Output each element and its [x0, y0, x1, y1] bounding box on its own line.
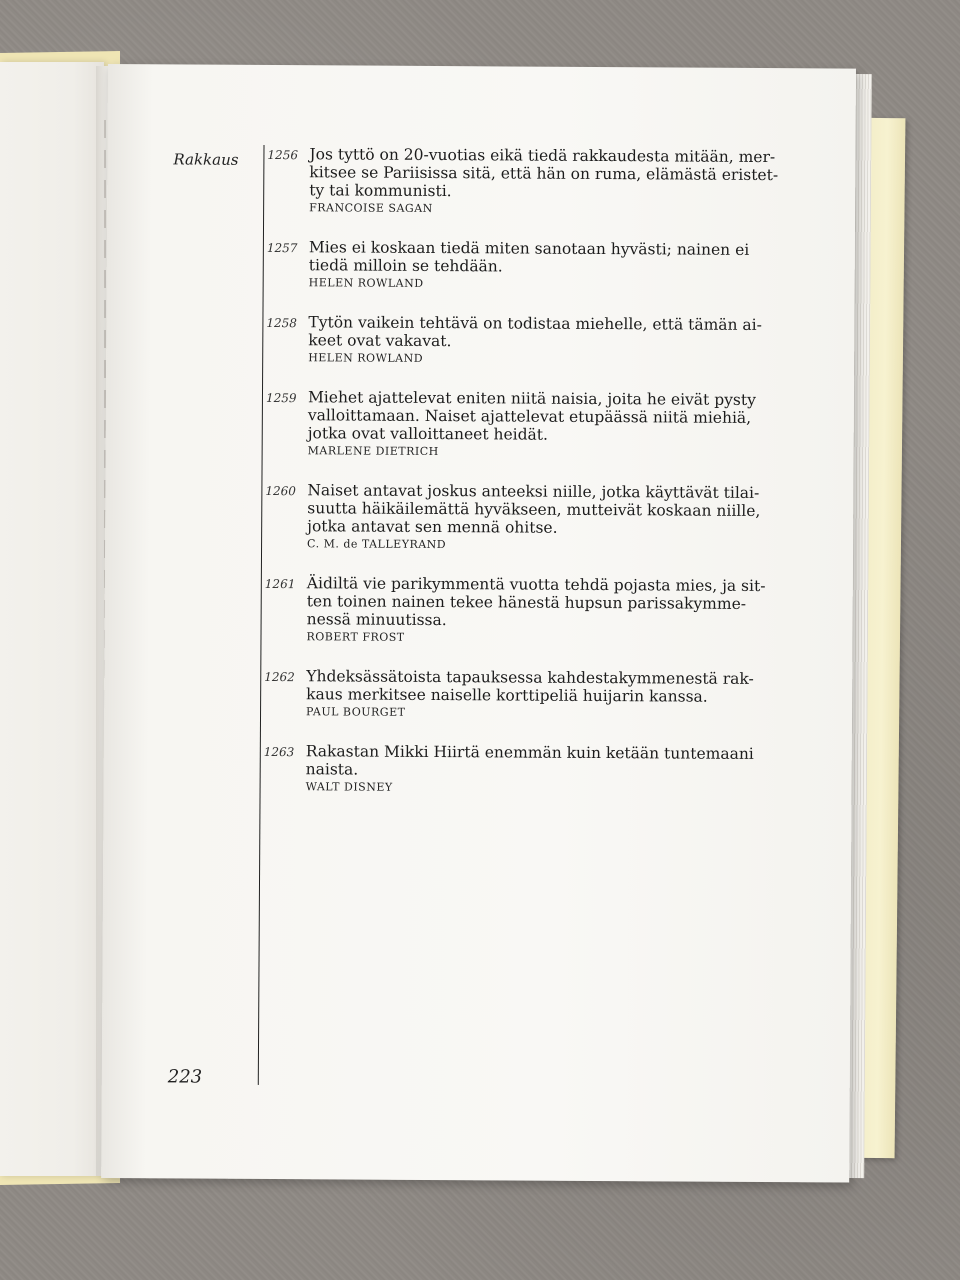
quote-text: Äidiltä vie parikymmentä vuotta tehdä pojasta mies, ja sit- ten toinen nainen tekee hänestä hupsun parissakymme- nessä minuutissa.: [306, 574, 766, 630]
quote-author: HELEN ROWLAND: [308, 351, 424, 365]
left-page: [0, 62, 104, 1176]
quote-text: Tytön vaikein tehtävä on todistaa miehelle, että tämän ai- keet ovat vakavat.: [308, 313, 762, 351]
quote-text: Miehet ajattelevat eniten niitä naisia, joita he eivät pysty valloittamaan. Naiset ajattelevat etupäässä niitä miehiä, jotka ovat valloittaneet heidät.: [307, 388, 756, 444]
quote-number: 1262: [264, 669, 295, 685]
quote-item: [265, 481, 805, 555]
quote-number: 1260: [265, 483, 296, 499]
quote-text: Mies ei koskaan tiedä miten sanotaan hyvästi; nainen ei tiedä milloin se tehdään.: [308, 238, 750, 276]
quote-item: [264, 667, 804, 723]
quote-item: [264, 574, 804, 648]
quote-author: C. M. de TALLEYRAND: [307, 537, 447, 552]
quote-author: WALT DISNEY: [305, 780, 393, 794]
quote-number: 1256: [267, 147, 299, 163]
quote-text: Naiset antavat joskus anteeksi niille, jotka käyttävät tilai- suutta häikäilemättä hyväkseen, mutteivät koskaan niille, jotka antavat sen mennä ohitse.: [307, 481, 761, 537]
quote-item: [264, 742, 804, 798]
quote-number: 1257: [266, 240, 298, 256]
quote-item: [267, 238, 807, 294]
quote-number: 1259: [265, 390, 297, 406]
quote-author: MARLENE DIETRICH: [307, 444, 439, 459]
quote-author: HELEN ROWLAND: [308, 276, 424, 290]
quote-text: Yhdeksässätoista tapauksessa kahdestakymmenestä rak- kaus merkitsee naiselle korttipeliä huijarin kanssa.: [306, 667, 754, 706]
quote-list: [263, 145, 807, 820]
quote-number: 1258: [266, 315, 298, 331]
chapter-title: Rakkaus: [173, 150, 239, 169]
quote-author: FRANCOISE SAGAN: [309, 201, 433, 215]
quote-number: 1261: [264, 576, 296, 592]
quote-author: ROBERT FROST: [306, 630, 405, 644]
margin-rule: [258, 145, 265, 1085]
page-number: 223: [167, 1066, 203, 1088]
quote-number: 1263: [263, 744, 295, 760]
quote-text: Rakastan Mikki Hiirtä enemmän kuin ketään tuntemaani naista.: [305, 742, 754, 779]
quote-author: PAUL BOURGET: [306, 705, 406, 719]
quote-item: [266, 313, 806, 369]
book-page: [101, 64, 856, 1183]
quote-item: [267, 145, 807, 219]
quote-text: Jos tyttö on 20-vuotias eikä tiedä rakkaudesta mitään, mer- kitsee se Pariisissa sitä, että hän on ruma, elämästä eristet- ty tai kommunisti.: [309, 145, 779, 201]
quote-item: [266, 388, 806, 462]
